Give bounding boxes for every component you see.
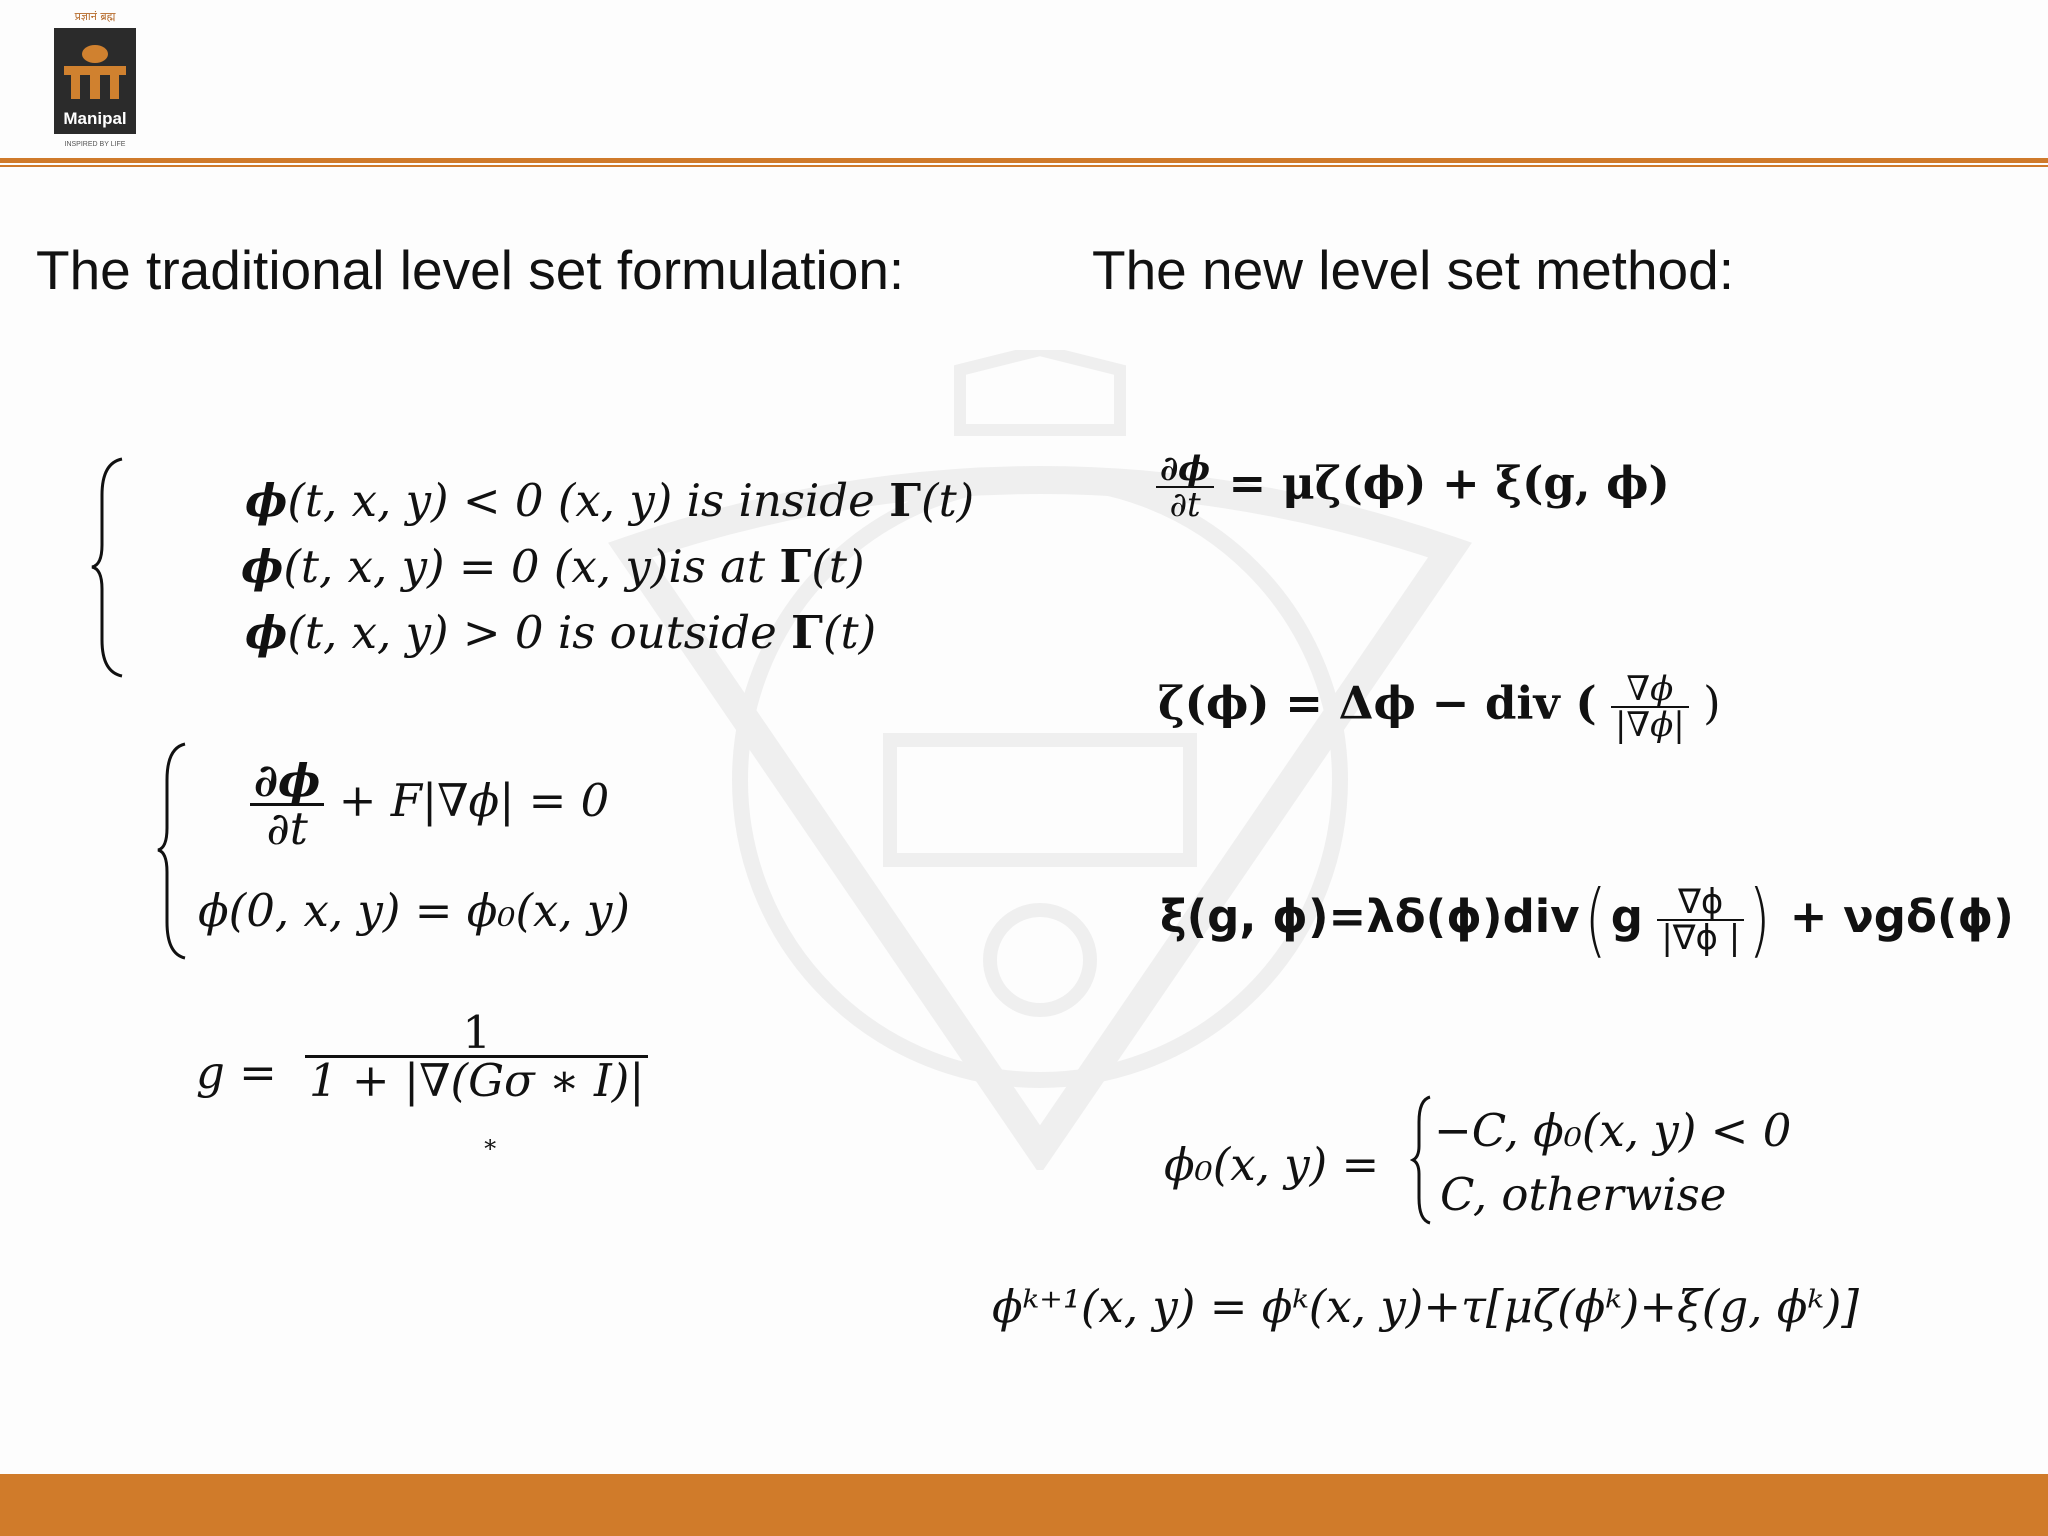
iterative-update: ϕᵏ⁺¹(x, y) = ϕᵏ(x, y)+τ[μζ(ϕᵏ)+ξ(g, ϕᵏ)]	[992, 1280, 1859, 1333]
initial-function-case-2: C, otherwise	[1440, 1168, 1727, 1221]
left-brace-large	[88, 455, 128, 680]
phi-at-case: ϕ(t, x, y) = 0 (x, y)is at Γ(t)	[241, 540, 865, 593]
logo-top-text: प्रज्ञानं ब्रह्म	[74, 10, 116, 23]
initial-function-lhs: ϕ₀(x, y) =	[1164, 1138, 1380, 1191]
header-rule	[0, 158, 2048, 163]
xi-definition: ξ(g, ϕ)=λδ(ϕ)div( g $\frac{\nabla\phi}{|\nabla\phi |}$ ) + νgδ(ϕ)	[1160, 873, 2014, 966]
phi-outside-case: ϕ(t, x, y) > 0 is outside Γ(t)	[245, 606, 877, 659]
initial-function-brace	[1410, 1094, 1434, 1226]
edge-indicator-lhs: g =	[196, 1046, 277, 1099]
edge-indicator-fraction: $\frac{1}{1 + |\nabla(G\sigma ∗ I)|}$	[305, 1010, 648, 1103]
right-heading: The new level set method:	[1092, 239, 1735, 301]
header-rule-thin	[0, 165, 2048, 167]
initial-function-case-1: −C, ϕ₀(x, y) < 0	[1434, 1104, 1792, 1157]
logo-tagline: INSPIRED BY LIFE	[64, 141, 126, 148]
level-set-pde: $\frac{\partial\phi}{\partial t}$ + F|∇ϕ| = 0	[250, 758, 609, 851]
left-heading: The traditional level set formulation:	[36, 239, 905, 301]
initial-condition: ϕ(0, x, y) = ϕ₀(x, y)	[198, 884, 630, 937]
zeta-definition: ζ(ϕ) = Δϕ − div ( $\frac{\nabla\phi}{|\nabla\phi|}$ )	[1158, 669, 1721, 745]
convolution-mark: ∗	[482, 1130, 499, 1158]
evolution-equation: $\frac{\partial\phi}{\partial t}$ = μζ(ϕ) + ξ(g, ϕ)	[1156, 452, 1670, 522]
left-brace-pde	[155, 740, 191, 962]
logo-name: Manipal	[63, 109, 127, 128]
phi-inside-case: ϕ(t, x, y) < 0 (x, y) is inside Γ(t)	[245, 474, 975, 527]
manipal-logo	[54, 6, 136, 150]
footer-bar	[0, 1474, 2048, 1536]
